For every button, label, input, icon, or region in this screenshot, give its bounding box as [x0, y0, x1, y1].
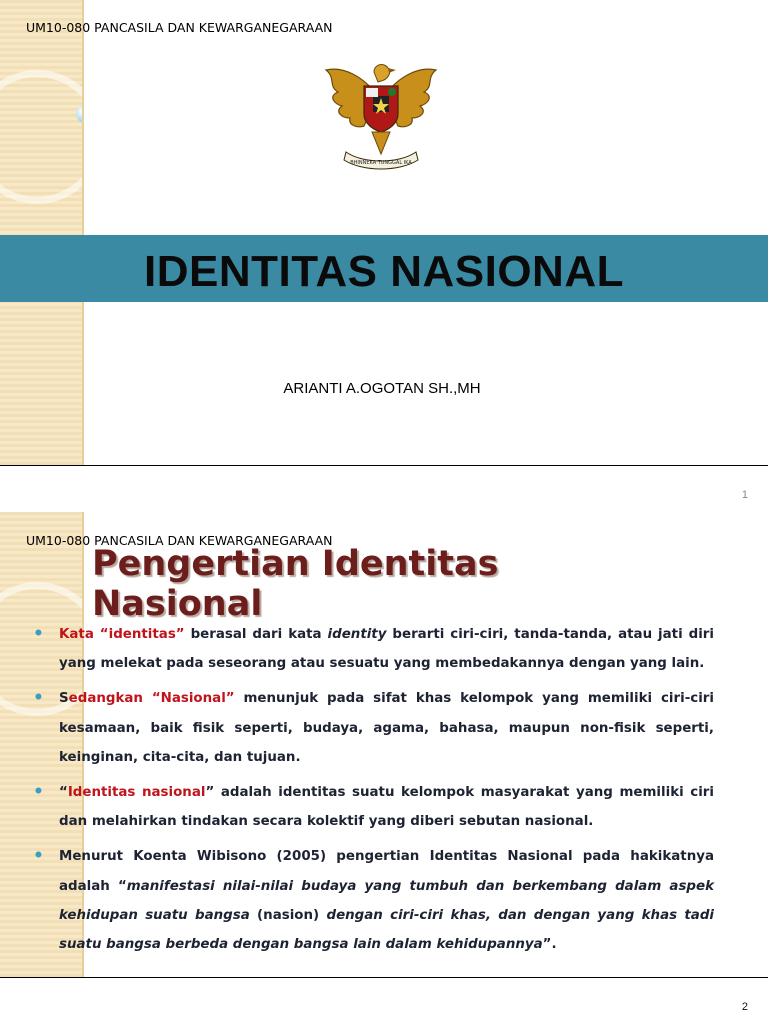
author-name: ARIANTI A.OGOTAN SH.,MH — [283, 380, 481, 397]
slide-2 — [0, 512, 768, 977]
page-number: 1 — [741, 489, 748, 501]
bullet-text: ”. — [542, 937, 557, 953]
bullet-text: “ — [59, 785, 68, 801]
bullet-item — [30, 684, 714, 772]
course-label: UM10-080 PANCASILA DAN KEWARGANEGARAAN — [26, 20, 333, 35]
slide-1 — [0, 0, 768, 465]
italic-quote: manifestasi nilai-nilai budaya yang tumbuh dan berkembang dalam aspek kehidupan suatu bangsa — [59, 878, 715, 923]
bullet-icon: • — [33, 688, 44, 709]
bullet-list — [30, 620, 714, 965]
bullet-item — [30, 778, 714, 836]
page-number: 2 — [741, 1001, 748, 1013]
bullet-item — [30, 620, 714, 678]
garuda-emblem-icon — [318, 56, 444, 174]
bullet-text: menunjuk pada sifat khas kelompok yang memiliki ciri-ciri kesamaan, baik fisik seperti, budaya, agama, bahasa, maupun non-fisik seperti, keinginan, cita-cita, dan tujuan. — [59, 691, 714, 765]
bullet-text: Menurut Koenta Wibisono (2005) pengertian Identitas Nasional pada hakikatnya adalah “ — [59, 849, 714, 894]
slide-heading: Pengertian Identitas Nasional — [92, 544, 499, 624]
bullet-text: S — [59, 691, 69, 707]
bullet-text: ” adalah identitas suatu kelompok masyarakat yang memiliki ciri dan melahirkan tindakan secara kolektif yang diberi sebutan nasional. — [59, 785, 714, 830]
course-label: UM10-080 PANCASILA DAN KEWARGANEGARAAN — [26, 533, 333, 548]
bullet-text: berasal dari kata — [184, 627, 328, 642]
slide-divider — [0, 465, 768, 466]
highlight-term: Kata “identitas” — [59, 627, 185, 642]
bullet-text: (nasion) — [249, 907, 327, 923]
bullet-icon: • — [33, 846, 44, 867]
highlight-term: Identitas nasional — [67, 785, 206, 801]
slide-divider — [0, 977, 768, 978]
decorative-ring — [0, 70, 84, 204]
bullet-item — [30, 842, 714, 959]
title-band — [0, 235, 768, 302]
bullet-icon: • — [33, 782, 44, 803]
bullet-text: berarti ciri-ciri, tanda-tanda, atau jati diri yang melekat pada seseorang atau sesuatu yang membedakannya dengan yang lain. — [59, 627, 714, 672]
highlight-term: edangkan “Nasional” — [68, 691, 235, 707]
slide-title: IDENTITAS NASIONAL — [144, 247, 624, 296]
svg-text:BHINNEKA TUNGGAL IKA: BHINNEKA TUNGGAL IKA — [350, 160, 412, 166]
italic-quote: dengan ciri-ciri khas, dan dengan yang khas tadi suatu bangsa berbeda dengan bangsa lain dalam kehidupannya — [59, 907, 714, 953]
bullet-icon: • — [33, 624, 44, 644]
italic-term: identity — [327, 627, 387, 642]
